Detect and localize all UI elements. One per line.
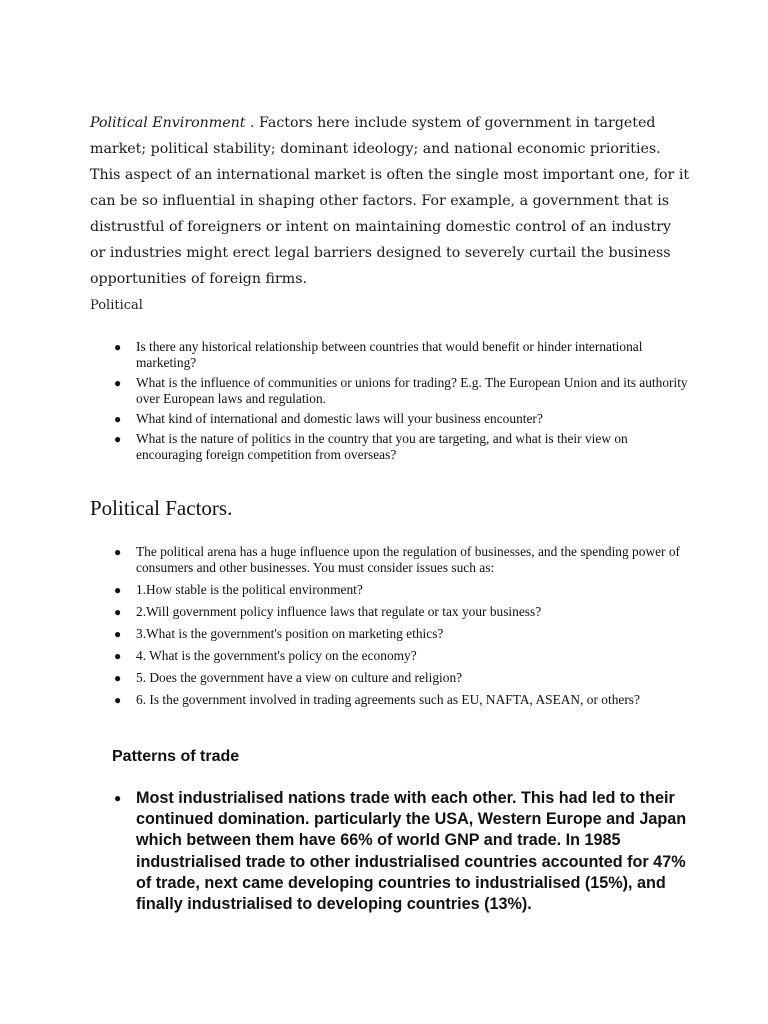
bullet-icon: ● — [114, 545, 122, 559]
bullet-icon: ● — [114, 791, 122, 805]
list-item: ● 3.What is the government's position on marketing ethics? — [114, 626, 444, 641]
list-item: ● 6. Is the government involved in trading agreements such as EU, NAFTA, ASEAN, or others? — [114, 692, 640, 707]
bullet-icon: ● — [114, 605, 122, 619]
list-item: ● Most industrialised nations trade with each other. This had led to their continued domination. particularly the USA, Western Europe and Japan which between them have 66% of world GNP and trade. In 1985 industrialised trade to other industrialised countries accounted for 47% of trade, next came developing countries to industrialised (15%), and finally industrialised to developing countries (13%). — [114, 789, 687, 914]
intro-paragraph — [90, 110, 690, 292]
list-item: ● 5. Does the government have a view on culture and religion? — [114, 670, 463, 685]
political-factors-list — [114, 544, 696, 714]
bullet-icon: ● — [114, 583, 122, 597]
political-label: Political — [90, 298, 143, 313]
bullet-icon: ● — [114, 627, 122, 641]
bullet-icon: ● — [114, 340, 122, 354]
list-item: ● What is the influence of communities or unions for trading? E.g. The European Union and its authority over European laws and regulation. — [114, 375, 688, 406]
list-item: ● The political arena has a huge influence upon the regulation of businesses, and the spending power of consumers and other businesses. You must consider issues such as: — [114, 544, 681, 575]
patterns-of-trade-list — [114, 788, 696, 915]
bullet-icon: ● — [114, 376, 122, 390]
bullet-icon: ● — [114, 432, 122, 446]
bullet-icon: ● — [114, 412, 122, 426]
list-item: ● 1.How stable is the political environment? — [114, 582, 363, 597]
bullet-icon: ● — [114, 649, 122, 663]
list-item: ● What is the nature of politics in the country that you are targeting, and what is their view on encouraging foreign competition from overseas? — [114, 431, 628, 462]
list-item: ● What kind of international and domestic laws will your business encounter? — [114, 411, 543, 426]
intro-lead: Political Environment . — [90, 115, 255, 132]
political-questions-list — [114, 339, 696, 467]
bullet-icon: ● — [114, 671, 122, 685]
bullet-icon: ● — [114, 693, 122, 707]
list-item: ● Is there any historical relationship between countries that would benefit or hinder international marketing? — [114, 339, 643, 370]
list-item: ● 4. What is the government's policy on the economy? — [114, 648, 417, 663]
political-factors-heading: Political Factors. — [90, 496, 233, 520]
list-item: ● 2.Will government policy influence laws that regulate or tax your business? — [114, 604, 542, 619]
patterns-of-trade-heading: Patterns of trade — [112, 748, 240, 765]
intro-body: Factors here include system of government in targeted market; political stability; dominant ideology; and national economic priorities. This aspect of an international market is often the single most important one, for it can be so influential in shaping other factors. For example, a government that is distrustful of foreigners or intent on maintaining domestic control of an industry or industries might erect legal barriers designed to severely curtail the business opportunities of foreign firms. — [90, 115, 690, 288]
